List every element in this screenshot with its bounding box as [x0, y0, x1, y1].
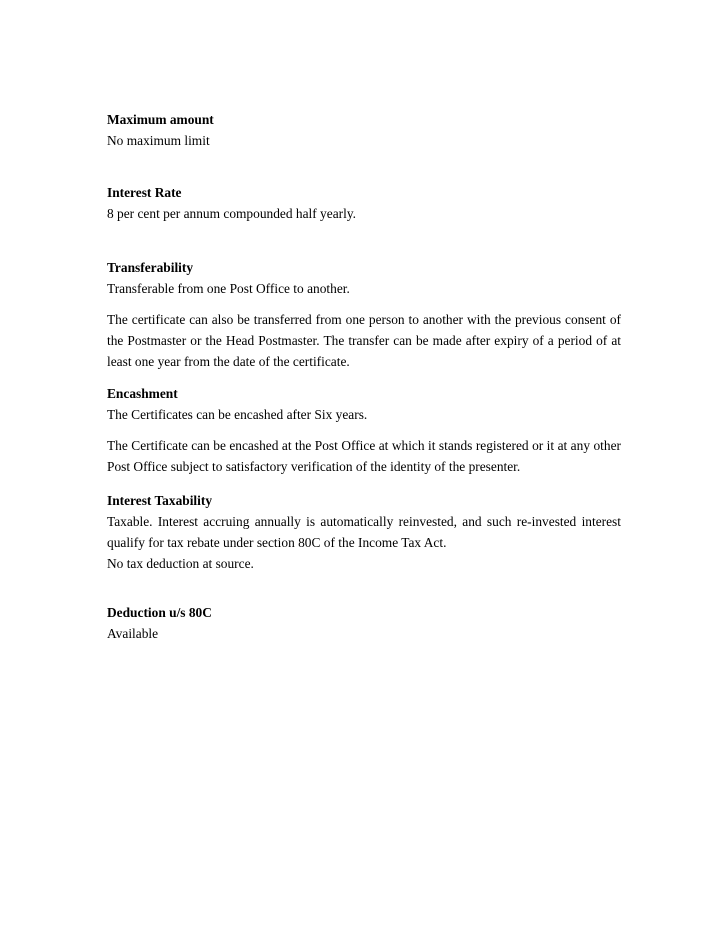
- section-heading: Transferability: [107, 260, 194, 275]
- section-interest-taxability: [107, 490, 621, 574]
- section-heading: Interest Taxability: [107, 493, 213, 508]
- section-heading: Interest Rate: [107, 185, 182, 200]
- section-deduction-80c: [107, 602, 621, 644]
- section-paragraph: The certificate can also be transferred from one person to another with the previous consent of the Postmaster or the Head Postmaster. The transfer can be made after expiry of a period of at least one year from the date of the certificate.: [107, 312, 621, 369]
- section-paragraph: No tax deduction at source.: [107, 556, 254, 571]
- section-paragraph: Transferable from one Post Office to another.: [107, 281, 350, 296]
- section-heading: Deduction u/s 80C: [107, 605, 212, 620]
- section-paragraph: Taxable. Interest accruing annually is automatically reinvested, and such re-invested interest qualify for tax rebate under section 80C of the Income Tax Act.: [107, 514, 621, 550]
- section-paragraph: The Certificate can be encashed at the Post Office at which it stands registered or it at any other Post Office subject to satisfactory verification of the identity of the presenter.: [107, 438, 621, 474]
- section-paragraph: 8 per cent per annum compounded half yearly.: [107, 206, 356, 221]
- section-heading: Maximum amount: [107, 112, 214, 127]
- section-paragraph: No maximum limit: [107, 133, 210, 148]
- section-paragraph: Available: [107, 626, 159, 641]
- section-heading: Encashment: [107, 386, 178, 401]
- section-interest-rate: [107, 182, 621, 224]
- section-maximum-amount: [107, 109, 621, 151]
- section-encashment: [107, 383, 621, 477]
- section-transferability: [107, 257, 621, 372]
- section-paragraph: The Certificates can be encashed after Six years.: [107, 407, 368, 422]
